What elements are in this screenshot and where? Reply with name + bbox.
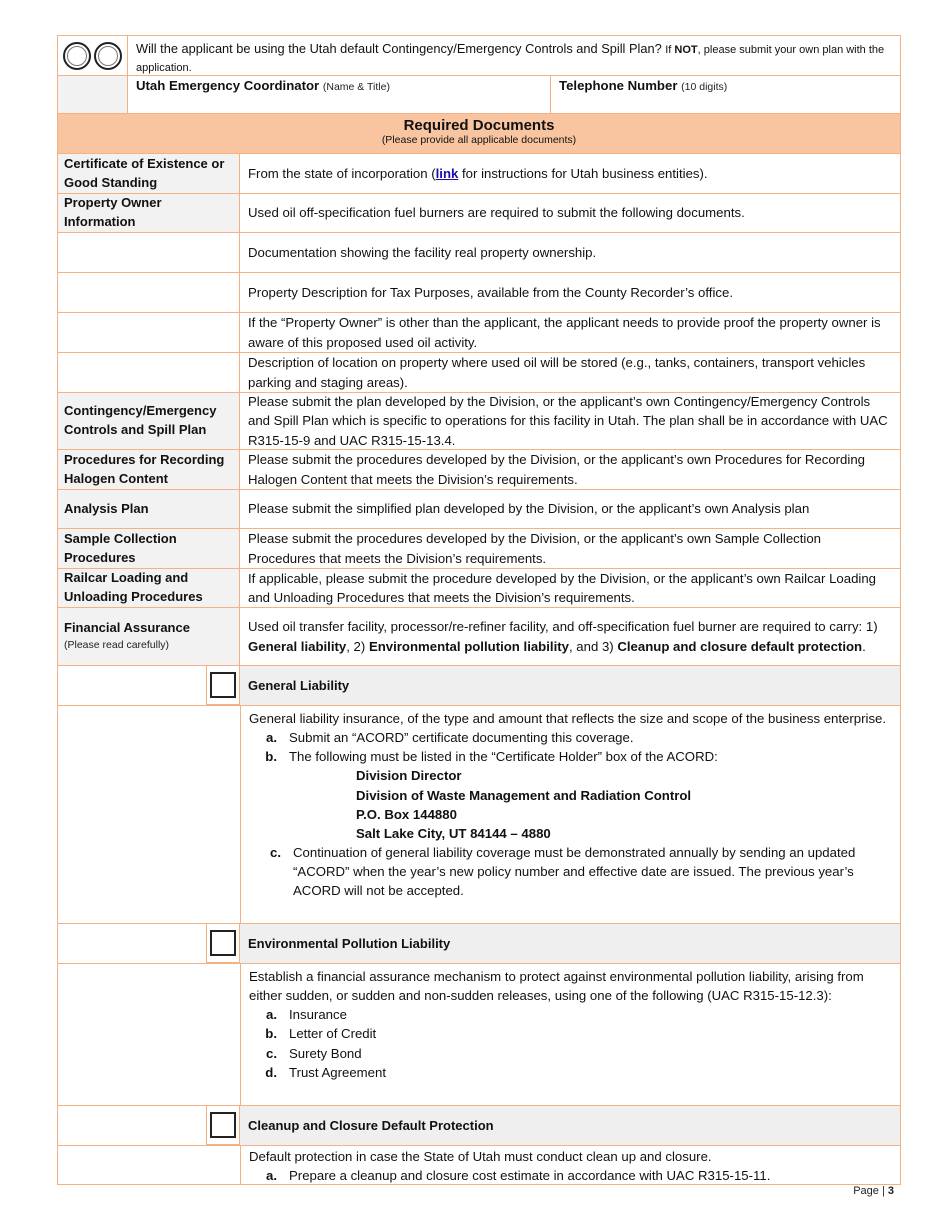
cleanup-checkbox[interactable] <box>210 1112 236 1138</box>
checkbox-cell <box>206 665 240 705</box>
telephone-field[interactable] <box>551 76 900 113</box>
halogen-text: Please submit the procedures developed by the Division, or the applicant’s own Procedures for Recording Halogen Content that meets the Division’s requirements. <box>248 452 865 487</box>
general-intro: General liability insurance, of the type and amount that reflects the size and scope of the business enterprise. <box>249 711 887 726</box>
coordinator-spacer <box>58 76 128 113</box>
cleanup-header <box>58 1105 900 1145</box>
coordinator-field[interactable] <box>128 76 551 113</box>
checkbox-cell <box>206 1105 240 1145</box>
list-item: a. Insurance <box>266 1007 347 1023</box>
telephone-hint: (10 digits) <box>681 81 728 93</box>
property-owner-row <box>58 193 900 232</box>
list-item: a. Submit an “ACORD” certificate documenting this coverage. <box>266 730 634 746</box>
cleanup-body <box>58 1145 900 1185</box>
cleanup-intro: Default protection in case the State of Utah must conduct clean up and closure. <box>249 1149 712 1164</box>
sub-spacer <box>58 964 240 1105</box>
list-item: c. Continuation of general liability coverage must be demonstrated annually by sending an updated “ACORD” when the year’s new policy number and effective date are issued. The previous year’s ACORD will not be accepted. <box>270 844 856 899</box>
property-doc-row <box>58 312 900 352</box>
general-liability-title: General Liability <box>240 666 900 705</box>
property-doc-2: Property Description for Tax Purposes, available from the County Recorder’s office. <box>248 284 733 300</box>
halogen-row <box>58 449 900 489</box>
cleanup-content <box>240 1146 900 1184</box>
financial-label-cell <box>58 608 240 665</box>
general-liability-body <box>58 705 900 923</box>
general-liability-header <box>58 665 900 705</box>
analysis-row <box>58 489 900 528</box>
blank-label <box>58 233 240 272</box>
railcar-text: If applicable, please submit the procedure developed by the Division, or the applicant’s own Railcar Loading and Unloading Procedures that meets the Division’s requirements. <box>248 570 877 605</box>
sub-spacer <box>58 706 240 923</box>
sub-spacer <box>58 1146 240 1184</box>
incorporation-link[interactable]: link <box>435 165 459 181</box>
address-line: Division Director <box>356 768 462 784</box>
list-item: a. Prepare a cleanup and closure cost estimate in accordance with UAC R315-15-11. <box>266 1168 771 1184</box>
blank-label <box>58 353 240 392</box>
radio-group <box>58 36 128 75</box>
environmental-header <box>58 923 900 963</box>
environmental-title: Environmental Pollution Liability <box>240 924 900 963</box>
property-doc-row <box>58 352 900 392</box>
address-line: Division of Waste Management and Radiation Control <box>356 787 692 803</box>
address-line: Salt Lake City, UT 84144 – 4880 <box>356 825 551 841</box>
sample-row <box>58 528 900 568</box>
list-item: b. Letter of Credit <box>265 1026 377 1042</box>
environmental-intro: Establish a financial assurance mechanism to protect against environmental pollution liability, arising from either sudden, or sudden and non-sudden releases, using one of the following (UAC R315-15-12.3): <box>249 969 864 1004</box>
section-subtitle: (Please provide all applicable documents) <box>381 134 577 146</box>
property-doc-1: Documentation showing the facility real property ownership. <box>248 244 597 260</box>
sample-text: Please submit the procedures developed by the Division, or the applicant’s own Sample Collection Procedures that meets the Division’s requirements. <box>248 531 822 566</box>
blank-label <box>58 313 240 352</box>
general-liability-checkbox[interactable] <box>210 672 236 698</box>
sample-label: Sample Collection Procedures <box>58 529 240 568</box>
list-item: d. Trust Agreement <box>265 1064 386 1080</box>
financial-label: Financial Assurance <box>64 620 190 636</box>
financial-hint: (Please read carefully) <box>64 639 170 652</box>
certificate-row <box>58 153 900 193</box>
property-doc-4: Description of location on property where used oil will be stored (e.g., tanks, containers, transport vehicles parking and staging areas). <box>248 355 866 390</box>
property-owner-text: Used oil off-specification fuel burners are required to submit the following documents. <box>248 205 745 221</box>
railcar-label: Railcar Loading and Unloading Procedures <box>58 569 240 607</box>
contingency-label: Contingency/Emergency Controls and Spill Plan <box>58 393 240 449</box>
blank-label <box>58 273 240 312</box>
contingency-text: Please submit the plan developed by the Division, or the applicant’s own Contingency/Emergency Controls and Spill Plan which is specific to operations for this facility in Utah. The plan shall be in accordance with UAC R315-15-9 and UAC R315-15-13.4. <box>248 394 888 448</box>
general-liability-content <box>240 706 900 923</box>
certificate-text: From the state of incorporation (link for instructions for Utah business entities). <box>248 165 708 181</box>
application-form <box>57 35 901 1185</box>
property-doc-row <box>58 232 900 272</box>
environmental-content <box>240 964 900 1105</box>
question-note: If NOT, please submit your own plan with the application. <box>136 44 885 74</box>
contingency-question-row <box>58 35 900 75</box>
section-title: Required Documents <box>403 117 555 134</box>
analysis-label: Analysis Plan <box>58 490 240 528</box>
financial-row <box>58 607 900 665</box>
address-line: P.O. Box 144880 <box>356 806 457 822</box>
halogen-label: Procedures for Recording Halogen Content <box>58 450 240 489</box>
telephone-label: Telephone Number <box>559 78 678 93</box>
cleanup-title: Cleanup and Closure Default Protection <box>240 1106 900 1145</box>
radio-no[interactable] <box>94 42 122 70</box>
environmental-body <box>58 963 900 1105</box>
certificate-label: Certificate of Existence or Good Standing <box>58 154 240 193</box>
railcar-row <box>58 568 900 607</box>
contingency-row <box>58 392 900 449</box>
analysis-text: Please submit the simplified plan developed by the Division, or the applicant’s own Analysis plan <box>248 501 810 517</box>
sub-spacer <box>58 924 206 963</box>
financial-text: Used oil transfer facility, processor/re-refiner facility, and off-specification fuel burner are required to carry: 1) General liability, 2) Environmental pollution liability, and 3) Cleanup and closure default protection. <box>248 619 878 654</box>
contingency-question <box>128 36 900 75</box>
coordinator-hint: (Name & Title) <box>322 81 390 93</box>
sub-spacer <box>58 1106 206 1145</box>
list-item: c. Surety Bond <box>266 1045 362 1061</box>
list-item: b. The following must be listed in the “Certificate Holder” box of the ACORD: <box>265 749 718 765</box>
coordinator-label: Utah Emergency Coordinator <box>136 78 320 93</box>
coordinator-row <box>58 75 900 113</box>
sub-spacer <box>58 666 206 705</box>
page-number: Page | 3 <box>853 1185 894 1197</box>
required-documents-header <box>58 113 900 153</box>
property-owner-label: Property Owner Information <box>58 194 240 232</box>
radio-yes[interactable] <box>63 42 91 70</box>
checkbox-cell <box>206 923 240 963</box>
environmental-checkbox[interactable] <box>210 930 236 956</box>
property-doc-row <box>58 272 900 312</box>
question-text: Will the applicant be using the Utah default Contingency/Emergency Controls and Spill Plan? <box>136 41 662 56</box>
property-doc-3: If the “Property Owner” is other than the applicant, the applicant needs to provide proof the property owner is aware of this proposed used oil activity. <box>248 315 881 350</box>
